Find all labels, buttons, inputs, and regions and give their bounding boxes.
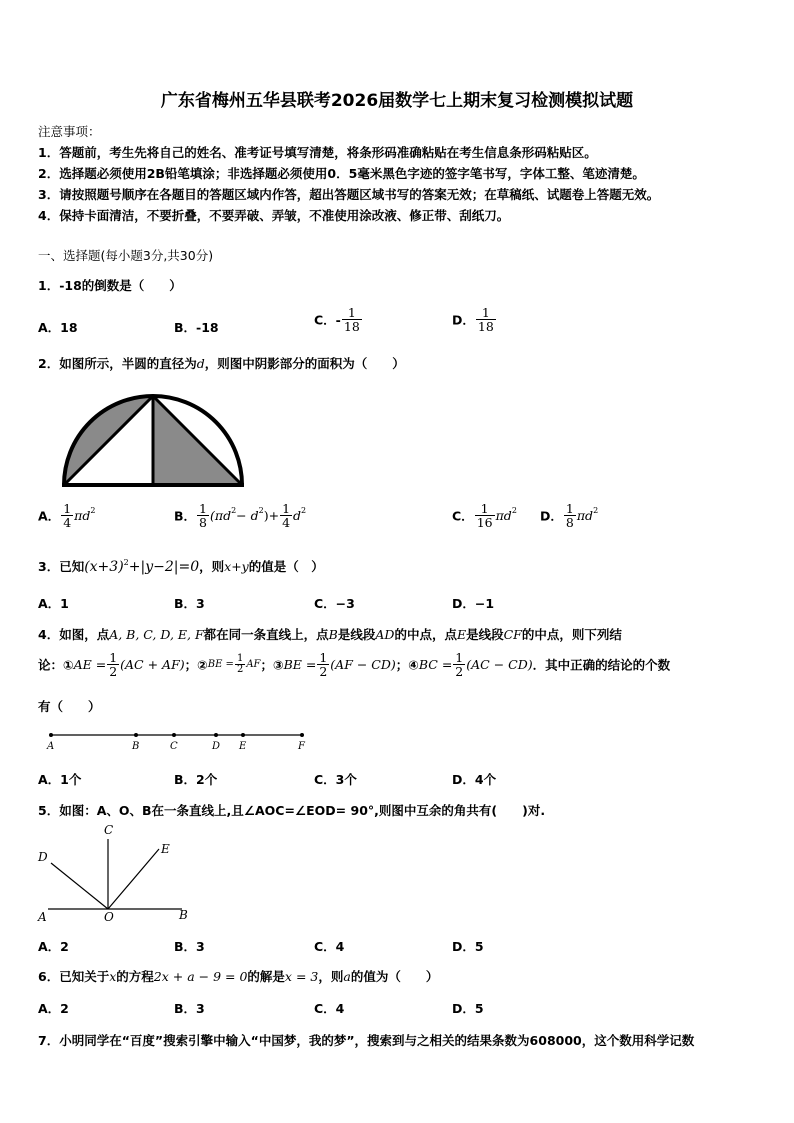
fraction-half	[317, 651, 329, 678]
q4-c1-left: AE =	[73, 657, 107, 673]
fraction-denominator: 2	[455, 664, 464, 680]
question-4-line-1	[38, 625, 622, 643]
page-title: 广东省梅州五华县联考2026届数学七上期末复习检测模拟试题	[160, 91, 634, 111]
q3-eq-2: +|y−2|=0	[128, 559, 200, 575]
question-3-stem	[38, 557, 324, 575]
q4-c3-right: (AF − CD)	[330, 657, 396, 673]
q2-option-d-label: D．	[540, 508, 563, 524]
fraction-denominator: 18	[477, 319, 494, 335]
fraction-numerator: 1	[565, 501, 574, 516]
fraction	[61, 502, 73, 529]
q5-angle-figure	[34, 821, 204, 927]
q1-option-d	[452, 306, 497, 333]
exponent: 2	[231, 506, 237, 516]
point-label: B	[179, 908, 188, 922]
q4-c4-right: (AC − CD)	[466, 657, 533, 673]
notice-item: 1．答题前，考生先将自己的姓名、准考证号填写清楚，将条形码准确粘贴在考生信息条形码粘贴区。	[38, 145, 597, 160]
q2-option-d	[540, 502, 598, 529]
q4-text: 论：①	[38, 657, 74, 673]
notice-item: 3．请按照题号顺序在各题目的答题区域内作答，超出答题区域书写的答案无效；在草稿纸、试题卷上答题无效。	[38, 187, 660, 202]
q6-solution: x = 3	[284, 969, 319, 984]
q4-text: 是线段	[337, 627, 376, 642]
exponent: 2	[123, 558, 129, 567]
exponent: 2	[301, 506, 307, 516]
q4-segment-ad: AD	[375, 627, 395, 642]
q4-points: A, B, C, D, E, F	[109, 627, 204, 642]
q4-text: ．其中正确的结论的个数	[532, 657, 671, 673]
q4-c4-left: BC =	[418, 657, 453, 673]
q3-option-d: D．−1	[452, 596, 495, 611]
exponent: 2	[90, 506, 96, 516]
q1-option-d-fraction	[476, 306, 496, 333]
q3-option-b: B．3	[174, 596, 205, 611]
q4-text: 的中点，点	[394, 627, 457, 642]
q4-text: 是线段	[466, 627, 504, 642]
q6-text: 6．已知关于	[38, 969, 110, 984]
fraction-numerator: 1	[476, 306, 496, 320]
fraction-denominator: 2	[319, 664, 328, 680]
q1-option-a: A．18	[38, 320, 78, 335]
q4-text: ；③	[260, 657, 284, 673]
fraction-numerator: 1	[319, 650, 328, 665]
question-4-line-2	[38, 651, 670, 678]
point-label: A	[47, 741, 55, 752]
q4-text: ；④	[395, 657, 419, 673]
point-label: C	[170, 741, 178, 752]
q3-option-c: C．−3	[314, 596, 355, 611]
q2-option-c	[452, 502, 517, 529]
semicircle-figure	[58, 388, 248, 490]
q4-option-d: D．4个	[452, 772, 497, 787]
q2-option-b-expr-3: )+	[263, 508, 280, 524]
q5-option-d: D．5	[452, 939, 484, 954]
fraction-numerator: 1	[199, 501, 207, 516]
fraction	[564, 502, 576, 529]
q6-var-x: x	[109, 969, 117, 984]
fraction-half	[453, 651, 465, 678]
point-label: D	[212, 741, 221, 752]
q2-option-a-expr: πd	[74, 508, 91, 524]
q3-option-a: A．1	[38, 596, 69, 611]
question-7-stem: 7．小明同学在“百度”搜索引擎中输入“中国梦，我的梦”，搜索到与之相关的结果条数为608000，这个数用科学记数	[38, 1033, 695, 1048]
fraction-denominator: 8	[565, 515, 574, 531]
fraction-numerator: 1	[282, 501, 291, 516]
fraction-half	[107, 651, 119, 678]
q2-option-b	[174, 502, 306, 529]
fraction-half	[235, 654, 245, 676]
q6-option-c: C．4	[314, 1001, 345, 1016]
q2-option-c-expr: πd	[495, 508, 512, 524]
q4-segment-cf: CF	[503, 627, 522, 642]
fraction-denominator: 4	[282, 515, 291, 531]
q5-option-a: A．2	[38, 939, 69, 954]
q3-eq-1: (x+3)	[84, 559, 124, 575]
q5-option-b: B．3	[174, 939, 205, 954]
fraction-numerator: 1	[475, 502, 495, 516]
q4-option-c: C．3个	[314, 772, 357, 787]
exponent: 2	[511, 506, 517, 516]
fraction-numerator: 1	[342, 306, 362, 320]
q3-stem-mid: ，则	[199, 559, 225, 574]
q1-option-c	[314, 306, 363, 333]
q1-option-c-prefix: C．-	[314, 312, 341, 328]
q3-stem-post: 的值是（ ）	[248, 559, 324, 574]
q2-option-a-label: A．	[38, 508, 61, 524]
q6-text: ，则	[318, 969, 344, 984]
notice-heading: 注意事项：	[38, 124, 101, 139]
point-label: E	[239, 741, 247, 752]
q6-option-a: A．2	[38, 1001, 69, 1016]
notice-item: 2．选择题必须使用2B铅笔填涂；非选择题必须使用0．5毫米黑色字迹的签字笔书写，字体工整、笔迹清楚。	[38, 166, 645, 181]
q6-equation: 2x + a − 9 = 0	[153, 969, 248, 984]
point-label: B	[132, 741, 140, 752]
q6-option-b: B．3	[174, 1001, 205, 1016]
point-label: A	[38, 910, 47, 924]
q4-c3-left: BE =	[283, 657, 317, 673]
q4-point-e: E	[456, 627, 467, 642]
point-label: F	[298, 741, 305, 752]
q6-var-a: a	[343, 969, 351, 984]
fraction-denominator: 16	[476, 515, 493, 531]
q3-stem-pre: 3．已知	[38, 559, 85, 574]
q3-eq-3: x+y	[224, 559, 249, 574]
q4-text: 都在同一条直线上，点	[203, 627, 329, 642]
exponent: 2	[258, 506, 264, 516]
q4-c2-left: BE =	[207, 659, 234, 671]
exponent: 2	[593, 506, 599, 516]
q4-option-a: A．1个	[38, 772, 82, 787]
notice-item: 4．保持卡面清洁，不要折叠，不要弄破、弄皱，不准使用涂改液、修正带、刮纸刀。	[38, 208, 510, 223]
question-2-stem	[38, 354, 405, 372]
q4-text: 的中点，则下列结	[521, 627, 622, 642]
fraction	[197, 502, 209, 529]
q5-option-c: C．4	[314, 939, 345, 954]
question-6-stem	[38, 967, 438, 985]
q4-c1-right: (AC + AF)	[120, 657, 185, 673]
q1-option-d-prefix: D．	[452, 312, 475, 328]
fraction-numerator: 1	[455, 650, 464, 665]
q2-option-a	[38, 502, 95, 529]
q4-option-b: B．2个	[174, 772, 218, 787]
fraction-numerator: 1	[109, 650, 118, 665]
q2-option-d-expr: πd	[576, 508, 594, 524]
point-label: O	[104, 910, 114, 924]
q4-line-figure	[40, 728, 320, 752]
fraction	[280, 502, 292, 529]
q1-option-c-fraction	[342, 306, 362, 333]
fraction	[475, 502, 495, 529]
q2-stem-post: ，则图中阴影部分的面积为（ ）	[204, 356, 405, 371]
q2-stem-var: d	[196, 356, 205, 371]
q2-stem-pre: 2．如图所示，半圆的直径为	[38, 356, 197, 371]
fraction-numerator: 1	[63, 501, 72, 516]
q6-text: 的解是	[247, 969, 285, 984]
point-label: C	[104, 823, 114, 837]
q4-c2-right: AF	[246, 659, 261, 671]
q2-option-b-expr-4: d	[293, 508, 302, 524]
q4-text: 4．如图，点	[38, 627, 110, 642]
question-4-line-3: 有（ ）	[38, 699, 101, 714]
question-5-stem: 5．如图：A、O、B在一条直线上,且∠AOC=∠EOD= 90°,则图中互余的角共有( )对.	[38, 803, 546, 818]
q6-text: 的方程	[116, 969, 154, 984]
q4-text: ；②	[184, 657, 208, 673]
q6-text: 的值为（ ）	[350, 969, 439, 984]
q4-point-b: B	[328, 627, 338, 642]
fraction-denominator: 2	[109, 664, 118, 680]
q2-option-c-label: C．	[452, 508, 474, 524]
fraction-denominator: 18	[343, 319, 360, 335]
point-label: E	[161, 842, 170, 856]
q1-option-b: B．-18	[174, 320, 219, 335]
question-1-stem: 1．-18的倒数是（ ）	[38, 278, 182, 293]
q2-option-b-expr-1: (πd	[209, 508, 232, 524]
fraction-numerator: 1	[236, 652, 244, 664]
fraction-denominator: 4	[63, 515, 72, 531]
section-heading: 一、选择题(每小题3分,共30分)	[38, 248, 214, 263]
fraction-denominator: 8	[199, 515, 207, 531]
point-label: D	[38, 850, 48, 864]
fraction-denominator: 2	[236, 664, 244, 676]
q2-option-b-label: B．	[174, 508, 197, 524]
q2-option-b-expr-2: − d	[236, 508, 259, 524]
q6-option-d: D．5	[452, 1001, 484, 1016]
